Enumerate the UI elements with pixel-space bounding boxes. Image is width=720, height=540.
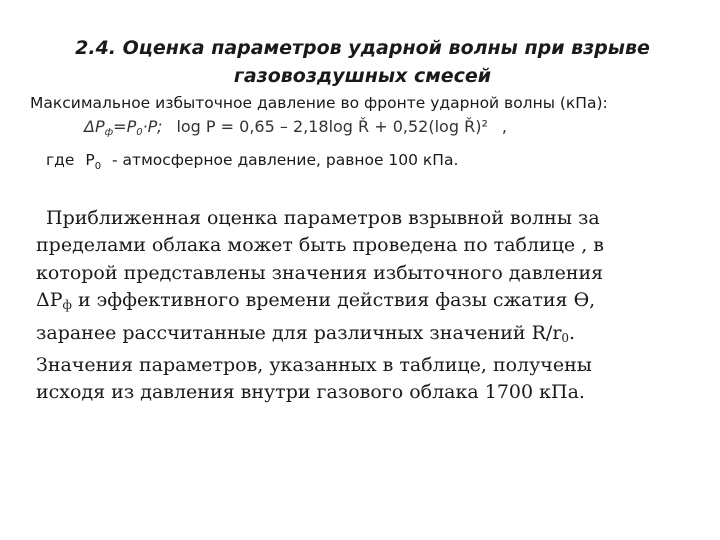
paragraph-line-5-b: .: [569, 321, 576, 344]
formula-lhs-a-sub: ф: [104, 127, 114, 138]
paragraph-line-1-text: Приближенная оценка параметров взрывной волны за: [46, 207, 600, 229]
where-clause: [46, 150, 458, 177]
formula-lhs-b: =P: [113, 117, 137, 136]
paragraph-line-2: пределами облака может быть проведена по таблице , в: [36, 234, 604, 257]
where-description: - атмосферное давление, равное 100 кПа.: [112, 151, 459, 169]
paragraph-line-4-a: ΔP: [36, 289, 63, 312]
intro-text: Максимальное избыточное давление во фронте ударной волны (кПа):: [30, 94, 608, 112]
formula-rhs: log P = 0,65 – 2,18log Ř + 0,52(log Ř)²: [176, 117, 488, 136]
formula-lhs-b-sub: 0: [136, 127, 143, 138]
paragraph-line-4: [36, 287, 696, 319]
formula-lhs: [84, 117, 162, 136]
paragraph-line-4-b: и эффективного времени действия фазы сжатия Ɵ,: [71, 289, 596, 312]
formula-lhs-a: ΔP: [84, 117, 105, 136]
paragraph-line-1: [36, 205, 696, 232]
where-symbol-sub: 0: [94, 161, 102, 172]
where-symbol: [85, 151, 102, 172]
body-paragraph: [36, 205, 696, 407]
formula-tail: ,: [501, 117, 507, 136]
where-symbol-main: P: [85, 151, 95, 169]
title-line-2: газовоздушных смесей: [233, 65, 492, 87]
paragraph-line-3: которой представлены значения избыточного давления: [36, 261, 604, 284]
paragraph-line-4-sub: ф: [62, 298, 72, 313]
paragraph-line-7: исходя из давления внутри газового облака 1700 кПа.: [36, 381, 585, 404]
paragraph-line-6: Значения параметров, указанных в таблице, получены: [36, 354, 592, 377]
formula-lhs-c: ·P;: [142, 117, 163, 136]
where-prefix: где: [46, 151, 75, 169]
paragraph-line-5: [36, 320, 696, 352]
pressure-formula: [84, 116, 554, 140]
title-line-1: 2.4. Оценка параметров ударной волны при взрыве: [75, 37, 650, 59]
paragraph-line-5-a: заранее рассчитанные для различных значений R/r: [36, 321, 562, 344]
slide-title: [40, 34, 685, 90]
paragraph-line-5-sub: 0: [561, 330, 570, 345]
